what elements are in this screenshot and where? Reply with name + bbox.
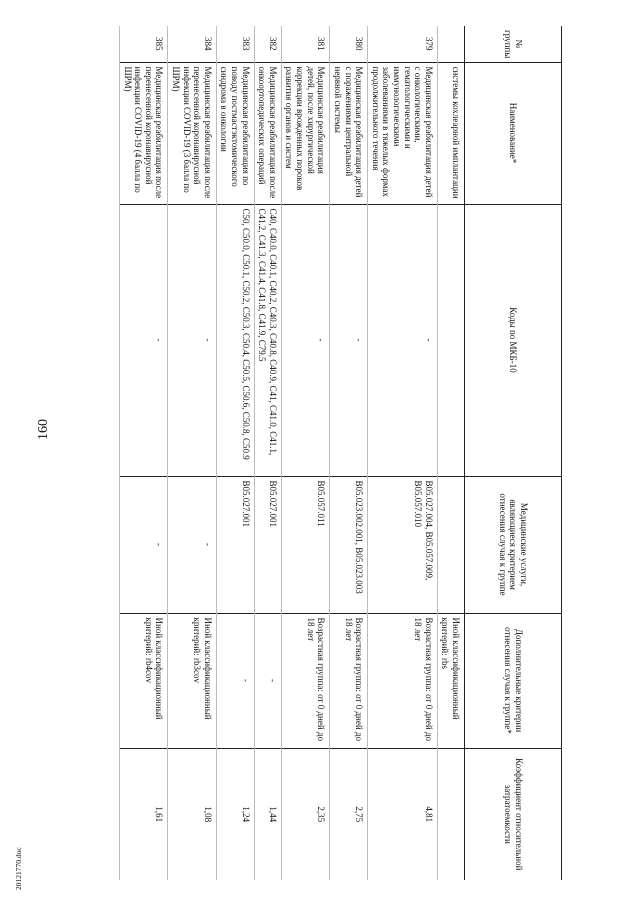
cell-num: 384 (168, 26, 216, 62)
cell-coef (437, 748, 464, 880)
cell-num: 382 (254, 26, 281, 62)
table-row (216, 26, 254, 880)
cell-coef: 2,35 (281, 748, 329, 880)
cell-criteria: Иной классификационный критерий: rbs (437, 613, 464, 748)
cell-services: - (168, 476, 216, 613)
cell-name: Медицинская реабилитация после перенесенной коронавирусной инфекции COVID-19 (3 балла по ШРМ) (168, 62, 216, 204)
cell-coef: 2,75 (330, 748, 368, 880)
cell-criteria: - (254, 613, 281, 748)
cell-criteria: Иной классификационный критерий: rb3cov (168, 613, 216, 748)
cell-services: B05.027.001 (254, 476, 281, 613)
table-row (168, 26, 216, 880)
cell-mkb: - (368, 204, 438, 476)
cell-criteria: Возрастная группа: от 0 дней до 18 лет (281, 613, 329, 748)
cell-services: B05.023.002.001, B05.023.003 (330, 476, 368, 613)
header-mkb-codes: Коды по МКБ-10 (465, 204, 562, 476)
table-row (254, 26, 281, 880)
table-row (330, 26, 368, 880)
page-number: 160 (36, 419, 51, 440)
cell-mkb: C50, C50.0, C50.1, C50.2, C50.3, C50.4, C50.5, C50.6, C50.8, C50.9 (216, 204, 254, 476)
cell-criteria: Возрастная группа: от 0 дней до 18 лет (330, 613, 368, 748)
cell-coef: 1,61 (119, 748, 167, 880)
cell-coef: 1,24 (216, 748, 254, 880)
cell-coef: 1,08 (168, 748, 216, 880)
header-coefficient: Коэффициент относительной затратоемкости (465, 748, 562, 880)
cell-num (437, 26, 464, 62)
cell-name: Медицинская реабилитация после онкоортопедических операций (254, 62, 281, 204)
header-row (465, 26, 562, 880)
cell-mkb: - (330, 204, 368, 476)
header-name: Наименование* (465, 62, 562, 204)
table-row (368, 26, 438, 880)
rotated-table-area (80, 26, 562, 880)
cell-mkb: - (119, 204, 167, 476)
cell-num: 381 (281, 26, 329, 62)
cell-mkb: - (281, 204, 329, 476)
table-row (437, 26, 464, 880)
cell-name: Медицинская реабилитация детей с онкологическими, гематологическими и иммунологическими заболеваниями в тяжелых формах продолжительного течения (368, 62, 438, 204)
cell-name: системы кохлеарной имплантации (437, 62, 464, 204)
cell-num: 385 (119, 26, 167, 62)
cell-coef: 4,81 (368, 748, 438, 880)
table-row (281, 26, 329, 880)
cell-coef: 1,44 (254, 748, 281, 880)
header-services: Медицинские услуги, являющиеся критерием отнесения случая к группе (465, 476, 562, 613)
cell-mkb: C40, C40.0, C40.1, C40.2, C40.3, C40.8, C40.9, C41, C41.0, C41.1, C41.2, C41.3, C41.4, C41.8, C41.9, C79.5 (254, 204, 281, 476)
cell-services (437, 476, 464, 613)
cell-criteria: Иной классификационный критерий: rb4cov (119, 613, 167, 748)
cell-services: B05.027.004, B05.057.009, B05.057.010 (368, 476, 438, 613)
cell-mkb: - (168, 204, 216, 476)
cell-services: - (119, 476, 167, 613)
cell-mkb (437, 204, 464, 476)
cell-name: Медицинская реабилитация после перенесенной коронавирусной инфекции COVID-19 (4 балла по ШРМ) (119, 62, 167, 204)
cell-services: B05.057.011 (281, 476, 329, 613)
cell-num: 383 (216, 26, 254, 62)
header-criteria: Дополнительные критерии отнесения случая к группе* (465, 613, 562, 748)
cell-name: Медицинская реабилитация детей с поражениями центральной нервной системы (330, 62, 368, 204)
cell-criteria: Возрастная группа: от 0 дней до 18 лет (368, 613, 438, 748)
cell-services: B05.027.001 (216, 476, 254, 613)
cell-criteria: - (216, 613, 254, 748)
footer-code: 20121770.doc (14, 847, 23, 890)
cell-name: Медицинская реабилитация по поводу постмастэктомического синдрома в онкологии (216, 62, 254, 204)
table-row (119, 26, 167, 880)
cell-num: 380 (330, 26, 368, 62)
cell-num: 379 (368, 26, 438, 62)
header-group-number: № группы (465, 26, 562, 62)
cell-name: Медицинская реабилитация детей, после хирургической коррекции врожденных пороков развития органов и систем (281, 62, 329, 204)
tariff-table (119, 26, 562, 880)
